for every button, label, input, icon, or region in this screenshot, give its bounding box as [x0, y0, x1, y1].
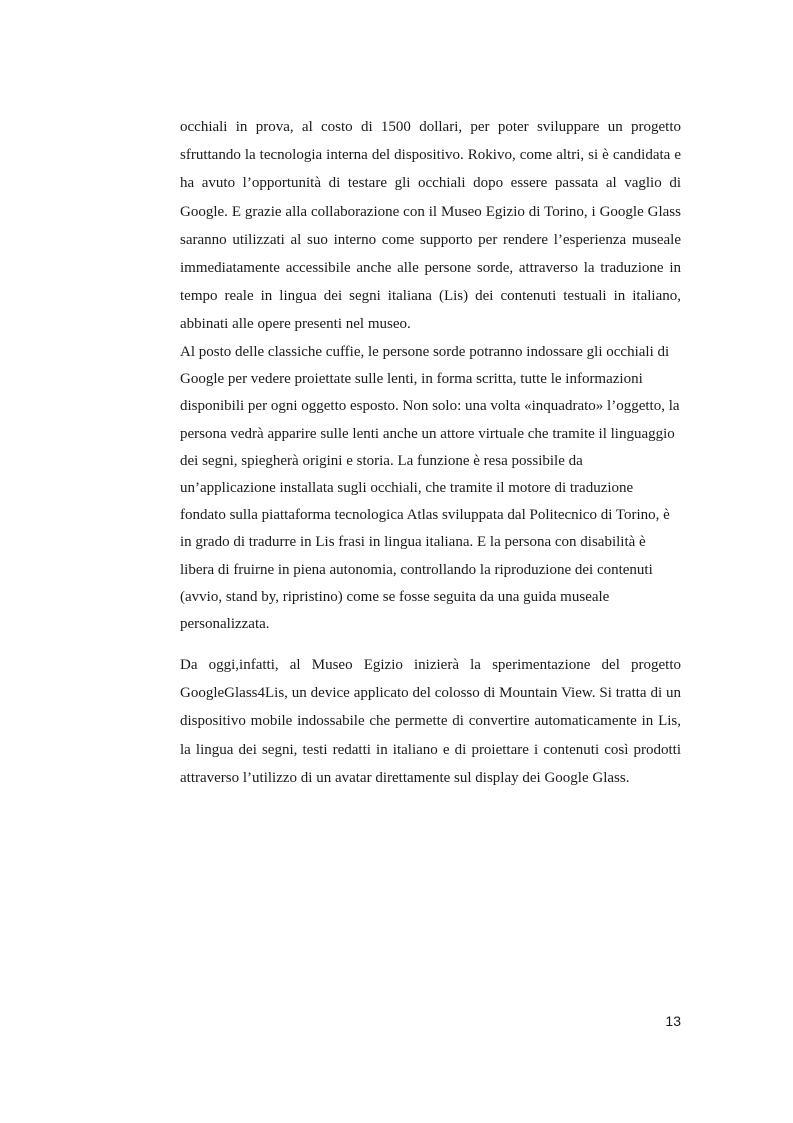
paragraph-google-glass-rokivo: occhiali in prova, al costo di 1500 dollari, per poter sviluppare un progetto sfruttando la tecnologia interna del dispositivo. Rokivo, come altri, si è candidata e ha avuto l’opportunità di testare gli occhiali dopo essere passata al vaglio di Google. E grazie alla collaborazione con il Museo Egizio di Torino, i Google Glass saranno utilizzati al suo interno come supporto per rendere l’esperienza museale immediatamente accessibile anche alle persone sorde, attraverso la traduzione in tempo reale in lingua dei segni italiana (Lis) dei contenuti testuali in italiano, abbinati alle opere presenti nel museo. — [180, 119, 681, 333]
paragraph-occhiali-lenti: Al posto delle classiche cuffie, le persone sorde potranno indossare gli occhiali di Google per vedere proiettate sulle lenti, in forma scritta, tutte le informazioni disponibili per ogni oggetto esposto. Non solo: una volta «inquadrato» l’oggetto, la persona vedrà apparire sulle lenti anche un attore virtuale che tramite il linguaggio dei segni, spiegherà origini e storia. La funzione è resa possibile da un’applicazione installata sugli occhiali, che tramite il motore di traduzione fondato sulla piattaforma tecnologica Atlas sviluppata dal Politecnico di Torino, è in grado di tradurre in Lis frasi in lingua italiana. E la persona con disabilità è libera di fruirne in piena autonomia, controllando la riproduzione dei contenuti (avvio, stand by, ripristino) come se fosse seguita da una guida museale personalizzata. — [180, 344, 680, 633]
paragraph-sperimentazione-progetto: Da oggi,infatti, al Museo Egizio inizierà la sperimentazione del progetto GoogleGlass4Lis, un device applicato del colosso di Mountain View. Si tratta di un dispositivo mobile indossabile che permette di convertire automaticamente in Lis, la lingua dei segni, testi redatti in italiano e di proiettare i contenuti così prodotti attraverso l’utilizzo di un avatar direttamente sul display dei Google Glass. — [180, 657, 681, 786]
page-number: 13 — [665, 1013, 681, 1029]
